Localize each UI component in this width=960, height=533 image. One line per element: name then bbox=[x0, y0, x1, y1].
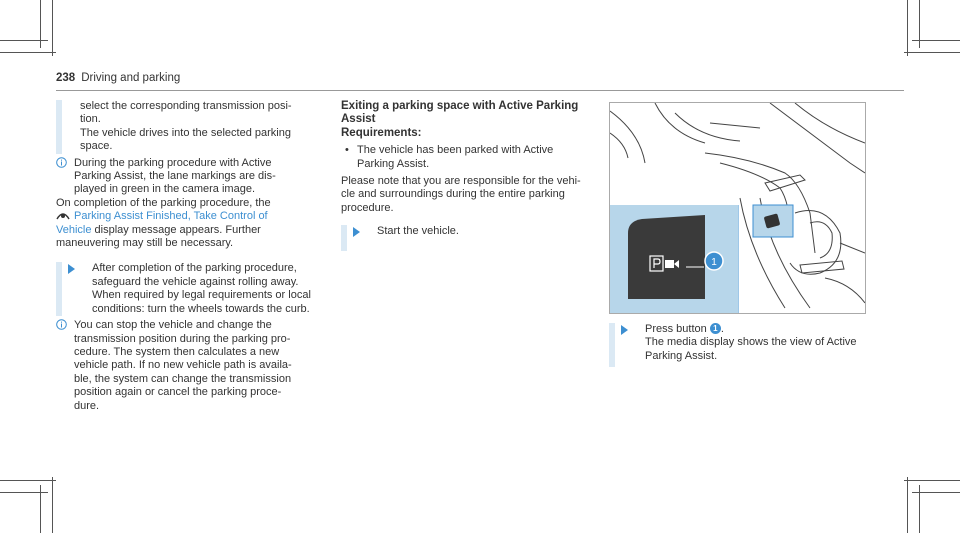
completion-text: On completion of the parking procedure, the bbox=[56, 196, 271, 209]
figure-callout-1: 1 bbox=[711, 257, 717, 268]
console-illustration bbox=[610, 103, 865, 313]
step-text-press bbox=[639, 323, 857, 367]
section-title: Driving and parking bbox=[81, 72, 181, 84]
crop-mark bbox=[904, 52, 960, 53]
crop-mark bbox=[52, 0, 53, 56]
requirements-label: Requirements: bbox=[341, 126, 422, 139]
crop-mark bbox=[0, 52, 56, 53]
intro-block: select the corresponding transmission posi- tion. The vehicle drives into the selected parking space. bbox=[56, 100, 326, 154]
crop-mark bbox=[0, 480, 56, 481]
crop-mark bbox=[907, 477, 908, 533]
press-button-step bbox=[609, 323, 869, 367]
step-text-1: After completion of the parking procedure, safeguard the vehicle against rolling away. When required by legal requirements or local conditions: turn the wheels towards the curb. bbox=[92, 262, 311, 315]
middle-column bbox=[341, 100, 591, 251]
info-note-1 bbox=[56, 157, 326, 197]
triangle-step-icon bbox=[341, 225, 371, 251]
callout-1-badge: 1 bbox=[710, 323, 721, 334]
step-text-press-after: . The media display shows the view of Active Parking Assist. bbox=[645, 323, 857, 362]
info-text-2: You can stop the vehicle and change the transmission position during the parking pro- cedure. The system then calculates a new vehicle path. If no new vehicle path is availa- ble, the system can change the transmission position again or cancel the parking proce- dure. bbox=[74, 319, 292, 412]
header-rule bbox=[56, 90, 904, 91]
display-message-text: display message appears. Further maneuvering may still be necessary. bbox=[56, 223, 261, 250]
crop-mark bbox=[904, 480, 960, 481]
triangle-step-icon bbox=[609, 323, 639, 367]
start-vehicle-step bbox=[341, 225, 591, 251]
info-text-1: During the parking procedure with Active Parking Assist, the lane markings are dis- played in green in the camera image. bbox=[74, 156, 276, 196]
info-note-2 bbox=[56, 319, 326, 413]
section-heading: Exiting a parking space with Active Parking Assist bbox=[341, 100, 579, 126]
crop-mark bbox=[907, 0, 908, 56]
page-number: 238 bbox=[56, 72, 76, 84]
completion-paragraph bbox=[56, 197, 326, 251]
right-column bbox=[609, 323, 869, 367]
bullet-icon: • bbox=[345, 144, 349, 157]
crop-mark bbox=[0, 40, 48, 41]
requirement-text: The vehicle has been parked with Active Parking Assist. bbox=[357, 144, 554, 170]
display-message-link: Parking Assist Finished, Take Control of Vehicle bbox=[56, 210, 268, 236]
page-header bbox=[56, 72, 180, 84]
crop-mark bbox=[0, 492, 48, 493]
crop-mark bbox=[52, 477, 53, 533]
step-text-press-before: Press button bbox=[645, 323, 710, 335]
info-icon bbox=[56, 157, 74, 197]
parking-camera-icon bbox=[56, 210, 70, 220]
left-column bbox=[56, 100, 326, 413]
crop-mark bbox=[912, 40, 960, 41]
crop-mark bbox=[912, 492, 960, 493]
step-after-completion bbox=[56, 262, 326, 316]
info-icon bbox=[56, 319, 74, 413]
responsibility-note: Please note that you are responsible for the vehi- cle and surroundings during the entire parking procedure. bbox=[341, 175, 581, 214]
step-text-start: Start the vehicle. bbox=[377, 225, 459, 238]
triangle-step-icon bbox=[56, 262, 86, 316]
requirement-item bbox=[341, 144, 591, 171]
console-figure bbox=[609, 102, 866, 314]
